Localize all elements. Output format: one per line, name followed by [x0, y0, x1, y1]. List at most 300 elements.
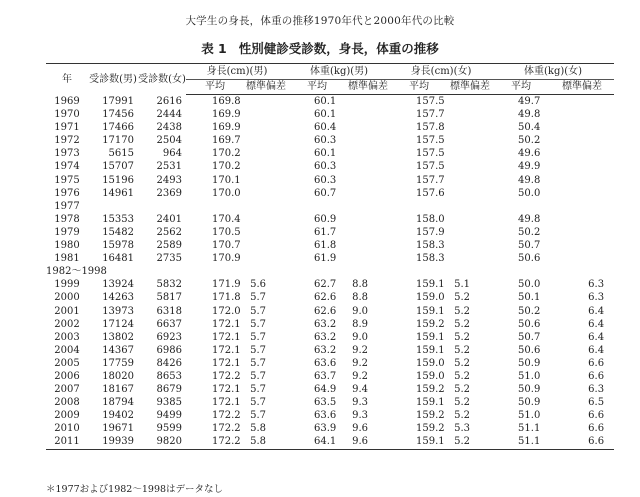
cell-height-male-mean: 170.1 [212, 174, 241, 186]
table-row [46, 213, 614, 226]
cell-weight-female-sd: 6.3 [588, 292, 605, 304]
cell-weight-female-mean: 50.9 [518, 384, 541, 396]
cell-exam-female: 6923 [156, 331, 182, 343]
cell-weight-female-mean: 49.8 [518, 213, 541, 225]
cell-exam-female: 2589 [156, 240, 182, 252]
cell-height-female-sd: 5.2 [454, 370, 471, 382]
cell-height-female-mean: 159.0 [416, 357, 445, 369]
cell-year: 2011 [46, 435, 88, 449]
cell-weight-female-sd [550, 134, 614, 147]
cell-weight-male-mean [288, 200, 346, 213]
cell-height-female-mean: 159.1 [416, 279, 445, 291]
cell-height-female-mean: 159.1 [416, 331, 445, 343]
table-row [46, 331, 614, 344]
cell-exam-male: 14263 [102, 292, 134, 304]
subheader-sd: 標準偏差 [550, 80, 614, 95]
cell-exam-female: 2444 [156, 109, 182, 121]
cell-weight-female-mean: 50.7 [518, 331, 541, 343]
cell-weight-male-sd: 9.3 [352, 410, 369, 422]
cell-height-female-mean: 159.0 [416, 370, 445, 382]
cell-weight-male-sd [346, 174, 390, 187]
cell-exam-female: 2504 [156, 135, 182, 147]
cell-weight-male-mean: 61.9 [314, 253, 337, 265]
cell-height-female-sd: 5.2 [454, 357, 471, 369]
cell-weight-female-sd [550, 147, 614, 160]
cell-weight-male-sd [346, 200, 390, 213]
subheader-sd: 標準偏差 [448, 80, 492, 95]
cell-year: 1973 [54, 148, 80, 160]
cell-year: 1978 [54, 213, 80, 225]
cell-height-male-sd: 5.7 [250, 331, 267, 343]
cell-weight-female-mean: 49.9 [518, 161, 541, 173]
subheader-mean: 平均 [186, 80, 244, 95]
cell-weight-male-sd: 8.9 [352, 318, 369, 330]
cell-weight-male-sd [346, 95, 390, 109]
subheader-mean: 平均 [390, 80, 448, 95]
cell-exam-male: 17456 [102, 109, 134, 121]
cell-exam-female: 8679 [156, 384, 182, 396]
cell-height-female-sd: 5.2 [454, 410, 471, 422]
cell-height-male-mean: 172.1 [212, 397, 241, 409]
cell-weight-female-mean: 50.9 [518, 357, 541, 369]
cell-year: 1972 [54, 135, 80, 147]
cell-year: 2007 [54, 384, 80, 396]
cell-weight-female-sd [550, 200, 614, 213]
cell-exam-male: 5615 [108, 148, 134, 160]
cell-year: 2002 [54, 318, 80, 330]
cell-height-male-mean: 172.1 [212, 331, 241, 343]
cell-weight-male-mean: 62.6 [314, 305, 337, 317]
cell-exam-male: 15482 [102, 226, 134, 238]
cell-weight-female-mean: 50.2 [518, 135, 541, 147]
cell-height-male-mean: 170.4 [212, 213, 241, 225]
cell-height-female-mean: 157.7 [416, 174, 445, 186]
table-row [46, 409, 614, 422]
cell-height-female-mean: 159.2 [416, 410, 445, 422]
cell-exam-female: 2562 [156, 226, 182, 238]
cell-height-male-sd [244, 200, 288, 213]
cell-height-male-sd [244, 121, 288, 134]
cell-height-female-sd: 5.2 [454, 318, 471, 330]
cell-weight-female-mean: 51.0 [518, 370, 541, 382]
cell-weight-male-mean: 63.2 [314, 344, 337, 356]
cell-exam-male: 15978 [102, 240, 134, 252]
cell-height-male-sd: 5.7 [250, 344, 267, 356]
cell-weight-female-mean: 50.1 [518, 292, 541, 304]
cell-height-male-mean: 170.9 [212, 253, 241, 265]
cell-exam-female [138, 200, 186, 213]
cell-height-male-mean: 172.1 [212, 344, 241, 356]
cell-height-male-sd [244, 134, 288, 147]
header-year: 年 [46, 64, 88, 95]
cell-weight-male-mean: 62.7 [314, 279, 337, 291]
cell-height-male-mean: 170.2 [212, 148, 241, 160]
cell-weight-male-mean: 63.7 [314, 370, 337, 382]
cell-height-female-mean [390, 200, 448, 213]
cell-weight-female-mean: 51.1 [518, 423, 541, 435]
cell-weight-male-mean: 60.3 [314, 161, 337, 173]
cell-weight-female-mean: 49.8 [518, 109, 541, 121]
cell-height-female-mean: 159.2 [416, 384, 445, 396]
table-row [46, 318, 614, 331]
cell-year: 2004 [54, 344, 80, 356]
cell-height-male-sd: 5.8 [250, 423, 267, 435]
table-row [46, 396, 614, 409]
cell-year: 1977 [54, 200, 80, 212]
cell-exam-female: 9599 [156, 423, 182, 435]
cell-weight-female-sd: 6.4 [588, 331, 605, 343]
cell-height-female-sd: 5.2 [454, 344, 471, 356]
cell-weight-male-mean: 61.7 [314, 226, 337, 238]
cell-height-female-mean: 158.3 [416, 253, 445, 265]
cell-height-female-mean: 158.0 [416, 213, 445, 225]
cell-weight-female-mean: 49.8 [518, 174, 541, 186]
cell-weight-male-mean: 64.9 [314, 384, 337, 396]
cell-weight-female-sd: 6.4 [588, 344, 605, 356]
cell-weight-female-sd: 6.5 [588, 397, 605, 409]
cell-year: 2003 [54, 331, 80, 343]
cell-exam-male: 19939 [88, 435, 138, 449]
table-row [46, 265, 614, 278]
cell-height-female-sd [448, 174, 492, 187]
cell-weight-female-sd: 6.4 [588, 305, 605, 317]
cell-height-female-sd: 5.2 [454, 292, 471, 304]
header-exam-male: 受診数(男) [88, 64, 138, 95]
cell-height-female-sd [448, 252, 492, 265]
cell-weight-female-mean: 50.6 [518, 253, 541, 265]
cell-height-female-sd: 5.1 [454, 279, 471, 291]
cell-weight-male-sd: 9.3 [352, 397, 369, 409]
cell-weight-female-sd [550, 121, 614, 134]
table-row [46, 305, 614, 318]
subheader-mean: 平均 [492, 80, 550, 95]
cell-weight-female-sd [550, 239, 614, 252]
cell-weight-male-sd: 9.2 [352, 357, 369, 369]
cell-year: 1971 [54, 122, 80, 134]
cell-year: 1979 [54, 226, 80, 238]
cell-height-female-mean: 157.8 [416, 122, 445, 134]
cell-height-female-sd: 5.3 [454, 423, 471, 435]
cell-exam-female: 6637 [156, 318, 182, 330]
cell-height-female-mean: 159.1 [416, 397, 445, 409]
cell-weight-female-sd: 6.6 [588, 370, 605, 382]
cell-height-male-sd [244, 239, 288, 252]
cell-height-female-mean: 157.5 [416, 161, 445, 173]
cell-weight-male-sd: 9.2 [352, 344, 369, 356]
header-exam-female: 受診数(女) [138, 64, 186, 95]
cell-height-female-sd [448, 213, 492, 226]
cell-height-male-sd: 5.7 [250, 305, 267, 317]
cell-exam-female: 9499 [156, 410, 182, 422]
cell-weight-male-mean: 60.9 [314, 213, 337, 225]
cell-weight-male-sd: 9.6 [352, 423, 369, 435]
cell-weight-female-sd: 6.6 [588, 357, 605, 369]
header-weight-male: 体重(kg)(男) [288, 64, 390, 80]
cell-weight-male-mean: 60.1 [314, 109, 337, 121]
cell-height-female-sd [448, 95, 492, 109]
table-row [46, 370, 614, 383]
cell-height-male-mean: 172.2 [186, 435, 244, 449]
cell-height-male-sd: 5.8 [244, 435, 288, 449]
cell-weight-male-mean: 61.8 [314, 240, 337, 252]
cell-weight-female-mean: 49.7 [518, 96, 541, 107]
cell-year: 2010 [54, 423, 80, 435]
cell-weight-male-sd [346, 160, 390, 173]
cell-height-female-mean: 157.5 [416, 96, 445, 107]
cell-weight-female-sd: 6.3 [588, 384, 605, 396]
cell-exam-male: 13802 [102, 331, 134, 343]
cell-height-male-sd: 5.7 [250, 357, 267, 369]
table-row [46, 121, 614, 134]
cell-height-female-sd [448, 108, 492, 121]
cell-height-male-mean: 172.2 [212, 370, 241, 382]
cell-exam-female: 964 [162, 148, 182, 160]
cell-weight-male-mean: 60.1 [314, 148, 337, 160]
cell-height-female-sd [448, 160, 492, 173]
cell-year: 2001 [54, 305, 80, 317]
cell-height-male-sd: 5.7 [250, 318, 267, 330]
cell-year: 1999 [54, 279, 80, 291]
cell-weight-female-sd [550, 174, 614, 187]
cell-height-male-mean: 170.5 [212, 226, 241, 238]
cell-height-female-mean: 159.2 [416, 423, 445, 435]
cell-exam-female: 9820 [138, 435, 186, 449]
table-row [46, 422, 614, 435]
header-height-female: 身長(cm)(女) [390, 64, 492, 80]
cell-weight-male-sd: 9.0 [352, 331, 369, 343]
cell-year: 2006 [54, 370, 80, 382]
cell-exam-female: 5817 [156, 292, 182, 304]
cell-weight-female-mean: 50.4 [518, 122, 541, 134]
cell-exam-male: 19402 [102, 410, 134, 422]
table-row [46, 344, 614, 357]
cell-weight-female-mean: 51.0 [518, 410, 541, 422]
cell-exam-male: 19671 [102, 423, 134, 435]
cell-weight-male-mean: 62.6 [314, 292, 337, 304]
cell-weight-male-mean: 64.1 [288, 435, 346, 449]
footnote: ＊1977および1982～1998はデータなし [46, 484, 224, 495]
cell-weight-male-sd [346, 252, 390, 265]
cell-weight-female-sd [550, 187, 614, 200]
cell-height-male-mean: 170.2 [212, 161, 241, 173]
cell-height-male-sd [244, 174, 288, 187]
table-row [46, 252, 614, 265]
cell-year: 1969 [54, 95, 80, 107]
cell-weight-female-sd [550, 95, 614, 109]
cell-weight-male-mean: 63.9 [314, 423, 337, 435]
header-row [46, 64, 614, 80]
cell-weight-male-mean: 60.3 [314, 174, 337, 186]
cell-weight-female-mean: 50.6 [518, 318, 541, 330]
cell-weight-male-sd [346, 121, 390, 134]
cell-exam-female: 8426 [156, 357, 182, 369]
cell-height-male-sd: 5.7 [250, 292, 267, 304]
table-row [46, 357, 614, 370]
cell-height-male-mean: 169.7 [212, 135, 241, 147]
cell-year: 2000 [54, 292, 80, 304]
cell-height-male-mean: 172.2 [212, 410, 241, 422]
cell-height-male-mean [186, 200, 244, 213]
cell-exam-male: 15353 [102, 213, 134, 225]
cell-exam-female: 2735 [156, 253, 182, 265]
table-row [46, 435, 614, 449]
cell-height-female-sd [448, 239, 492, 252]
cell-exam-male: 17759 [102, 357, 134, 369]
cell-height-male-sd [244, 187, 288, 200]
cell-height-female-sd: 5.2 [454, 305, 471, 317]
cell-exam-male: 16481 [102, 253, 134, 265]
cell-height-male-mean: 171.9 [212, 279, 241, 291]
cell-height-female-sd [448, 226, 492, 239]
cell-weight-male-sd [346, 108, 390, 121]
cell-year: 1976 [54, 187, 80, 199]
cell-height-female-sd: 5.2 [448, 435, 492, 449]
table-row [46, 187, 614, 200]
cell-height-female-sd: 5.2 [454, 331, 471, 343]
cell-weight-female-mean: 50.9 [518, 397, 541, 409]
cell-exam-male: 15707 [102, 161, 134, 173]
table-title [0, 39, 640, 57]
cell-exam-male: 17124 [102, 318, 134, 330]
table-row [46, 95, 614, 109]
header-weight-female: 体重(kg)(女) [492, 64, 614, 80]
cell-weight-female-sd [550, 252, 614, 265]
cell-exam-male: 17466 [102, 122, 134, 134]
cell-weight-female-sd [550, 226, 614, 239]
cell-exam-male: 14367 [102, 344, 134, 356]
cell-height-male-sd: 5.7 [250, 397, 267, 409]
cell-weight-female-mean: 50.2 [518, 226, 541, 238]
cell-weight-male-sd [346, 187, 390, 200]
cell-exam-male: 13973 [102, 305, 134, 317]
cell-height-female-mean: 157.5 [416, 135, 445, 147]
cell-height-male-mean: 172.1 [212, 318, 241, 330]
subheader-mean: 平均 [288, 80, 346, 95]
cell-height-male-mean: 169.8 [212, 96, 241, 107]
cell-height-male-sd [244, 226, 288, 239]
cell-height-female-mean: 159.1 [416, 305, 445, 317]
cell-height-male-sd [244, 108, 288, 121]
cell-weight-female-mean: 49.6 [518, 148, 541, 160]
cell-height-female-mean: 158.3 [416, 240, 445, 252]
cell-exam-male: 18020 [102, 370, 134, 382]
cell-height-female-sd [448, 147, 492, 160]
cell-weight-male-sd [346, 134, 390, 147]
cell-weight-female-mean: 50.0 [518, 279, 541, 291]
cell-weight-female-mean: 50.7 [518, 240, 541, 252]
subheader-sd: 標準偏差 [244, 80, 288, 95]
cell-weight-female-sd: 6.6 [550, 435, 614, 449]
cell-exam-female: 5832 [156, 279, 182, 291]
cell-height-male-mean: 172.1 [212, 384, 241, 396]
cell-weight-female-sd [550, 108, 614, 121]
cell-weight-female-mean: 50.2 [518, 305, 541, 317]
cell-weight-male-mean: 63.6 [314, 410, 337, 422]
cell-height-male-mean: 170.7 [212, 240, 241, 252]
cell-weight-male-mean: 60.4 [314, 122, 337, 134]
cell-exam-male: 17991 [102, 95, 134, 107]
cell-exam-female: 6318 [156, 305, 182, 317]
cell-height-female-mean: 159.1 [390, 435, 448, 449]
cell-exam-female: 8653 [156, 370, 182, 382]
table-row [46, 108, 614, 121]
cell-weight-male-mean: 63.2 [314, 331, 337, 343]
table-row [46, 239, 614, 252]
table-row [46, 174, 614, 187]
cell-year: 2005 [54, 357, 80, 369]
cell-weight-male-mean: 63.2 [314, 318, 337, 330]
cell-weight-female-mean: 50.6 [518, 344, 541, 356]
cell-weight-female-sd [550, 160, 614, 173]
cell-height-male-mean: 171.8 [212, 292, 241, 304]
cell-weight-female-sd: 6.4 [588, 318, 605, 330]
cell-height-male-sd: 5.7 [250, 410, 267, 422]
cell-exam-female: 2616 [156, 95, 182, 107]
cell-height-male-mean: 169.9 [212, 122, 241, 134]
cell-height-male-sd [244, 252, 288, 265]
document-subtitle: 大学生の身長，体重の推移1970年代と2000年代の比較 [185, 15, 455, 27]
cell-weight-male-sd: 9.2 [352, 370, 369, 382]
table-body [46, 95, 614, 450]
cell-weight-male-mean: 60.1 [314, 96, 337, 107]
cell-height-female-sd [448, 187, 492, 200]
cell-height-male-mean: 172.2 [212, 423, 241, 435]
cell-height-female-sd: 5.2 [454, 384, 471, 396]
cell-year: 1980 [54, 240, 80, 252]
header-height-male: 身長(cm)(男) [186, 64, 288, 80]
cell-year: 1981 [54, 253, 80, 265]
cell-exam-female: 2493 [156, 174, 182, 186]
cell-weight-male-sd: 9.4 [352, 384, 369, 396]
table-row [46, 200, 614, 213]
cell-exam-male: 14961 [102, 187, 134, 199]
table-title-text: 性別健診受診数，身長，体重の推移 [238, 41, 439, 56]
cell-weight-male-mean: 60.3 [314, 135, 337, 147]
table-row [46, 160, 614, 173]
cell-height-female-mean: 157.6 [416, 187, 445, 199]
cell-height-male-mean: 172.0 [212, 305, 241, 317]
cell-height-male-sd [244, 160, 288, 173]
table-row [46, 383, 614, 396]
cell-exam-female: 2531 [156, 161, 182, 173]
cell-weight-male-sd [346, 213, 390, 226]
cell-exam-male: 18794 [102, 397, 134, 409]
cell-year: 2009 [54, 410, 80, 422]
cell-weight-male-sd: 9.6 [346, 435, 390, 449]
subheader-sd: 標準偏差 [346, 80, 390, 95]
cell-year: 1982～1998 [46, 266, 107, 278]
cell-exam-female: 9385 [156, 397, 182, 409]
cell-height-male-sd [244, 147, 288, 160]
cell-exam-female: 6986 [156, 344, 182, 356]
cell-exam-male [88, 200, 138, 213]
cell-weight-female-sd: 6.6 [588, 410, 605, 422]
table-row [46, 278, 614, 291]
cell-height-female-sd [448, 121, 492, 134]
cell-weight-male-sd: 8.8 [352, 279, 369, 291]
cell-weight-female-sd: 6.6 [588, 423, 605, 435]
cell-weight-female-mean: 50.0 [518, 187, 541, 199]
cell-weight-female-mean: 51.1 [492, 435, 550, 449]
cell-weight-male-sd: 8.8 [352, 292, 369, 304]
cell-height-male-sd: 5.7 [250, 384, 267, 396]
cell-height-female-sd [448, 200, 492, 213]
cell-weight-male-sd: 9.0 [352, 305, 369, 317]
cell-height-male-sd: 5.6 [250, 279, 267, 291]
table-row [46, 147, 614, 160]
cell-exam-female: 2369 [156, 187, 182, 199]
cell-height-male-sd [244, 213, 288, 226]
